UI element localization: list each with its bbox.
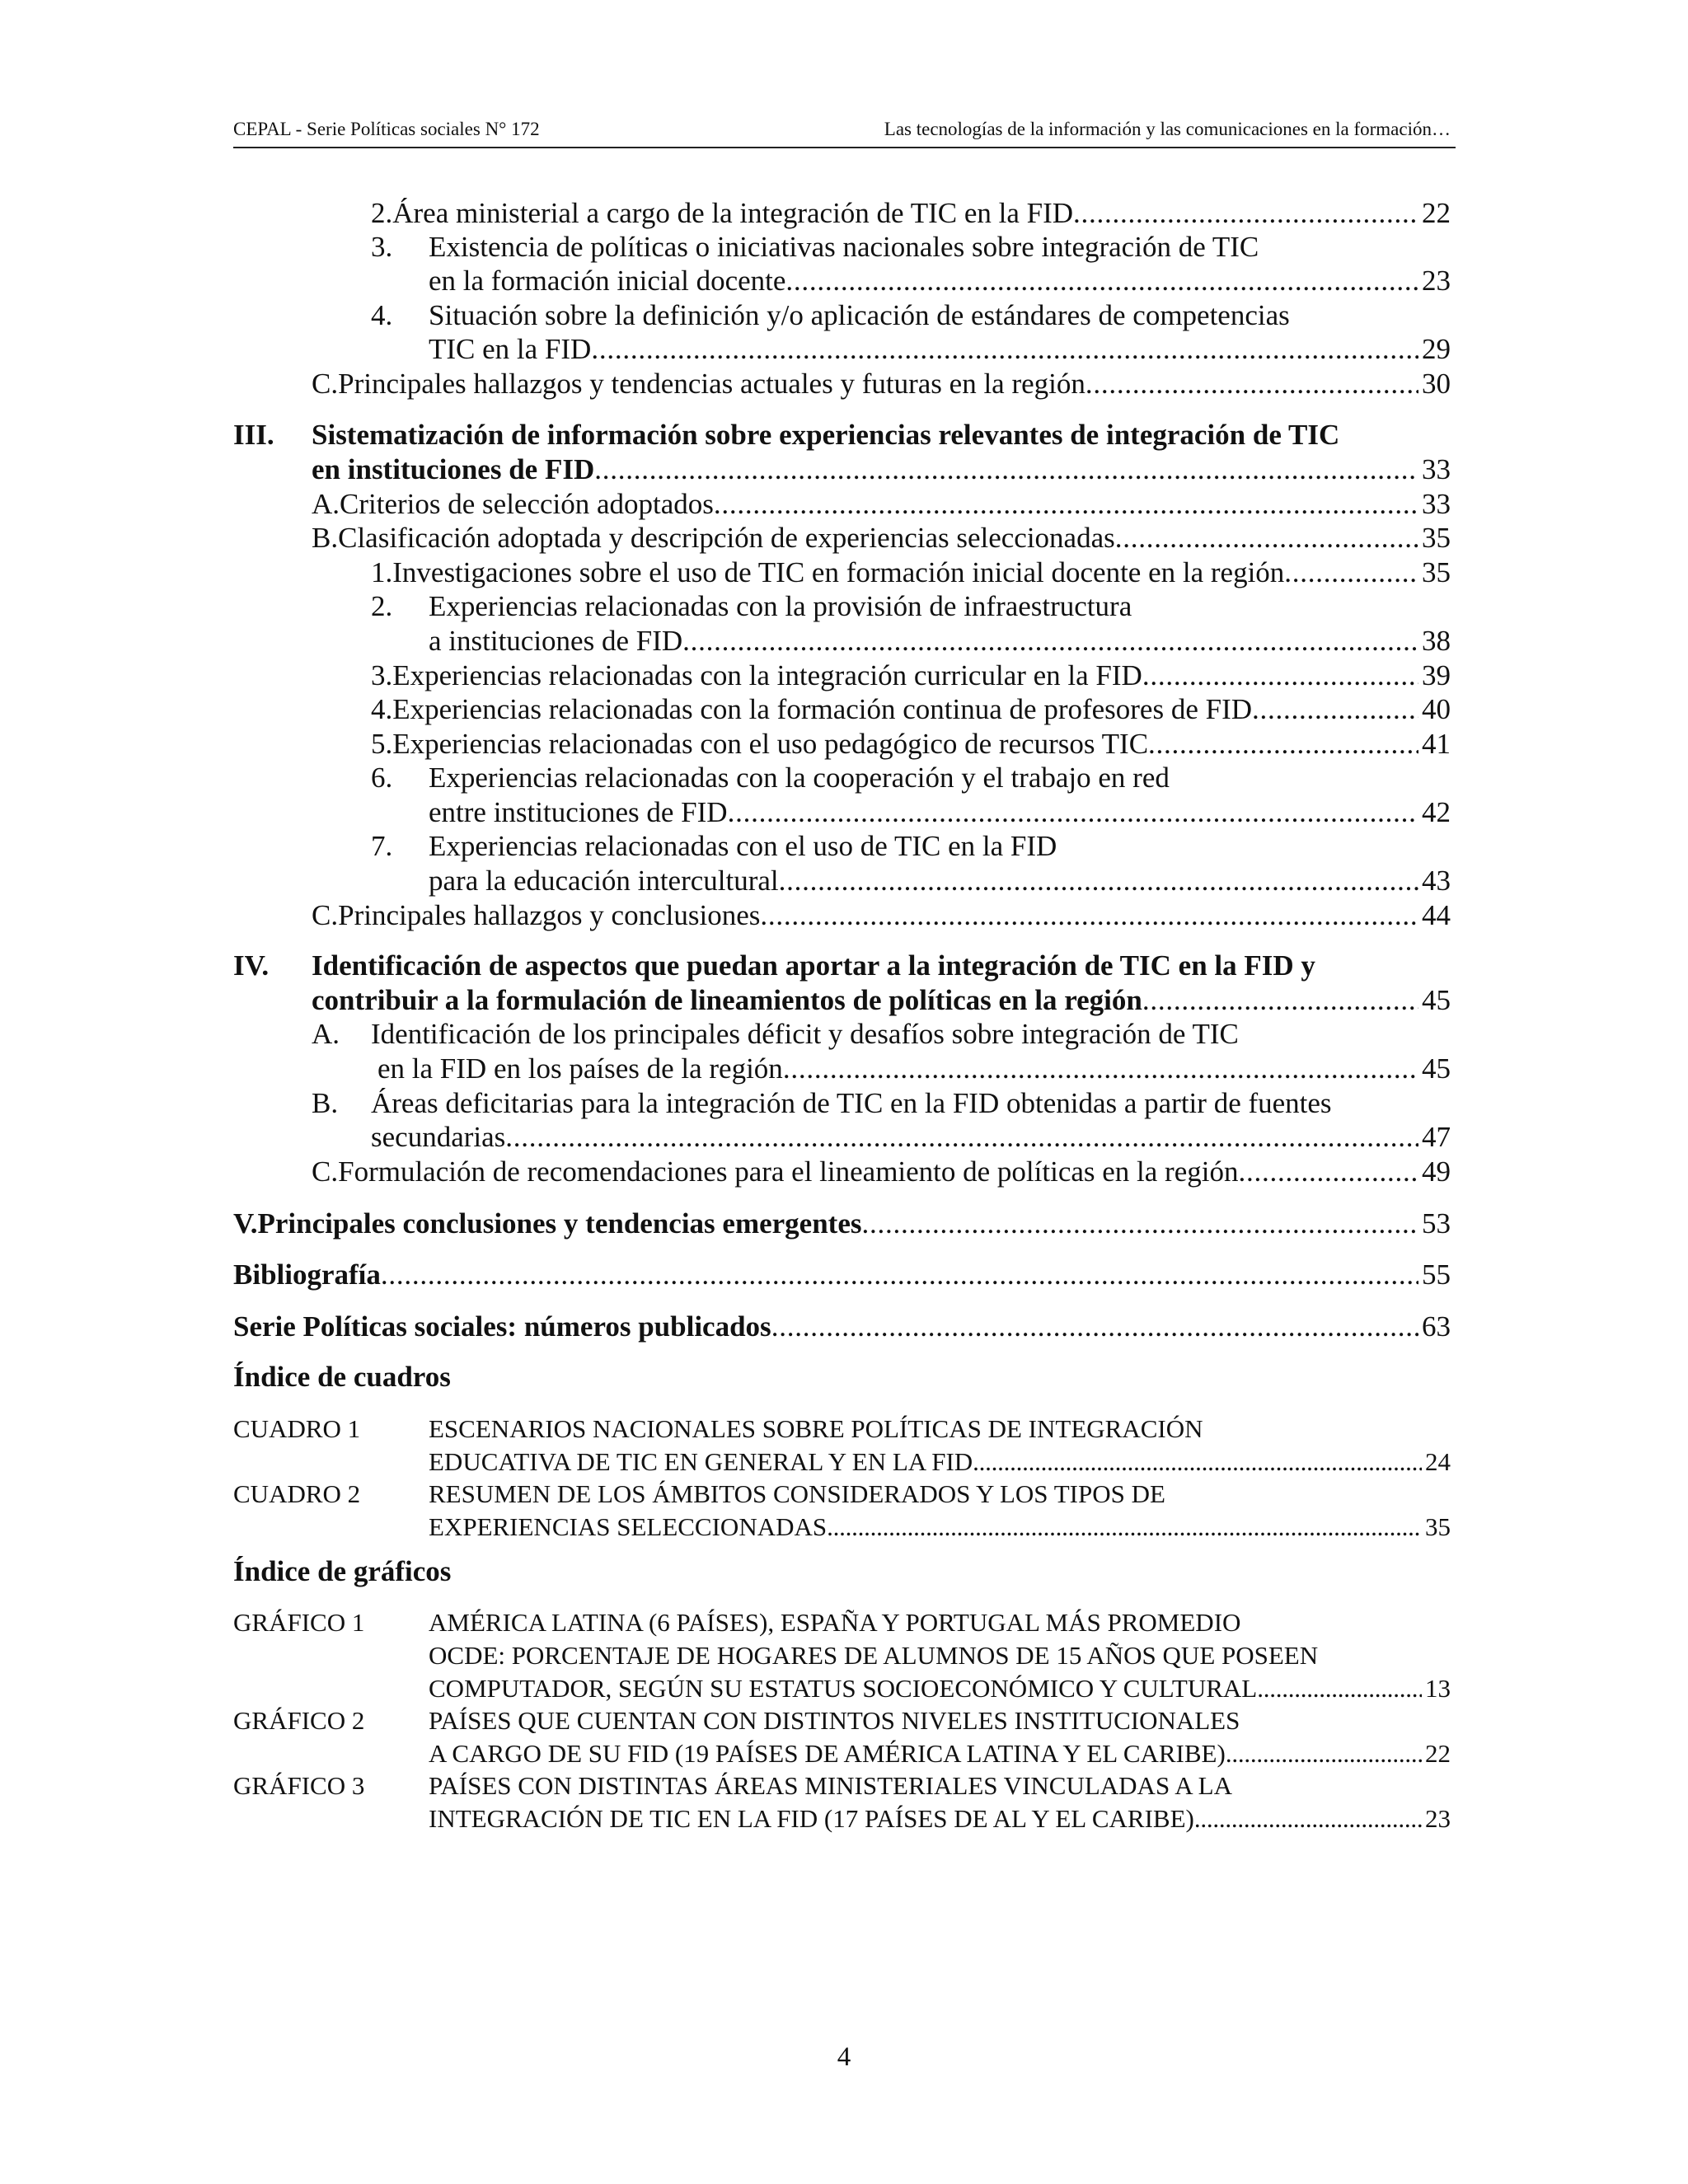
grafico-title-cont: COMPUTADOR, SEGÚN SU ESTATUS SOCIOECONÓMICO Y CULTURAL	[429, 1674, 1258, 1703]
toc-entry[interactable]	[371, 761, 1451, 795]
toc-dot-leader	[1257, 1671, 1422, 1706]
toc-entry-title-cont: para la educación intercultural	[429, 865, 779, 897]
index-heading-graficos	[233, 1554, 1451, 1589]
toc-entry-number: 7.	[371, 830, 393, 862]
grafico-title: PAÍSES QUE CUENTAN CON DISTINTOS NIVELES INSTITUCIONALES	[429, 1706, 1240, 1735]
grafico-title: AMÉRICA LATINA (6 PAÍSES), ESPAÑA Y PORTUGAL MÁS PROMEDIO	[429, 1608, 1241, 1637]
toc-entry-number: C.	[312, 368, 339, 400]
toc-entry-page: 44	[1422, 899, 1451, 931]
toc-entry[interactable]	[312, 367, 1451, 401]
toc-chapter-number: III.	[233, 419, 274, 451]
toc-entry-title: Experiencias relacionadas con la formación continua de profesores de FID	[392, 693, 1253, 725]
grafico-title-cont: INTEGRACIÓN DE TIC EN LA FID (17 PAÍSES DE AL Y EL CARIBE)	[429, 1804, 1194, 1833]
grafico-title-cont: OCDE: PORCENTAJE DE HOGARES DE ALUMNOS DE 15 AÑOS QUE POSEEN	[429, 1641, 1319, 1670]
cuadro-entry-continuation[interactable]	[429, 1510, 1451, 1544]
toc-entry[interactable]	[312, 1155, 1451, 1189]
toc-dot-leader	[783, 1052, 1418, 1086]
toc-dot-leader	[505, 1120, 1418, 1155]
toc-entry-title: Experiencias relacionadas con el uso de TIC en la FID	[429, 830, 1057, 862]
cuadro-entry[interactable]	[233, 1412, 1451, 1446]
toc-entry-page: 43	[1422, 865, 1451, 897]
toc-entry-page: 41	[1422, 728, 1451, 760]
toc-entry-continuation[interactable]	[371, 1120, 1451, 1155]
toc-entry-title: Áreas deficitarias para la integración de TIC en la FID obtenidas a partir de fuentes	[371, 1087, 1332, 1119]
toc-chapter[interactable]	[233, 1310, 1451, 1344]
toc-dot-leader	[728, 795, 1418, 830]
toc-entry-title-cont: en la FID en los países de la región	[377, 1052, 783, 1085]
toc-entry-title-cont: TIC en la FID	[429, 333, 592, 365]
toc-entry-page: 35	[1422, 522, 1451, 554]
toc-dot-leader	[714, 487, 1418, 522]
toc-entry-title: Formulación de recomendaciones para el lineamiento de políticas en la región	[338, 1155, 1239, 1188]
toc-entry-number: 4.	[371, 299, 393, 331]
toc-dot-leader	[591, 332, 1418, 367]
toc-entry-number: 2.	[371, 590, 393, 622]
toc-entry[interactable]	[371, 727, 1451, 762]
toc-entry-title: Clasificación adoptada y descripción de experiencias seleccionadas	[338, 522, 1115, 554]
toc-entry-page: 42	[1422, 796, 1451, 828]
toc-entry-page: 30	[1422, 368, 1451, 400]
toc-dot-leader	[861, 1207, 1418, 1241]
toc-entry-continuation[interactable]	[429, 332, 1451, 367]
toc-dot-leader	[827, 1510, 1422, 1544]
toc-dot-leader	[1226, 1736, 1422, 1771]
grafico-page: 22	[1425, 1739, 1451, 1768]
cuadro-page: 24	[1425, 1447, 1451, 1476]
toc-entry-number: B.	[312, 522, 339, 554]
toc-chapter-title-cont: en instituciones de FID	[312, 453, 595, 485]
grafico-entry-continuation[interactable]	[429, 1736, 1451, 1771]
toc-chapter-title: Sistematización de información sobre experiencias relevantes de integración de TIC	[312, 419, 1340, 451]
cuadro-title: ESCENARIOS NACIONALES SOBRE POLÍTICAS DE INTEGRACIÓN	[429, 1414, 1203, 1443]
toc-entry-title: Criterios de selección adoptados	[340, 488, 714, 520]
cuadro-title-cont: EDUCATIVA DE TIC EN GENERAL Y EN LA FID	[429, 1447, 973, 1476]
toc-entry[interactable]	[371, 230, 1451, 265]
index-heading-text: Índice de gráficos	[233, 1555, 452, 1587]
toc-entry-page: 47	[1422, 1121, 1451, 1153]
toc-dot-leader	[1252, 692, 1418, 727]
toc-entry[interactable]	[371, 829, 1451, 864]
toc-entry[interactable]	[312, 1086, 1451, 1121]
toc-entry[interactable]	[312, 898, 1451, 933]
toc-entry[interactable]	[371, 298, 1451, 333]
toc-entry-continuation[interactable]	[429, 624, 1451, 658]
toc-chapter-title: Identificación de aspectos que puedan aportar a la integración de TIC en la FID y	[312, 949, 1315, 982]
toc-entry-title-cont: en la formación inicial docente	[429, 265, 786, 297]
toc-chapter-number: V.	[233, 1207, 258, 1240]
toc-dot-leader	[1238, 1155, 1418, 1189]
toc-entry-title: Principales hallazgos y tendencias actuales y futuras en la región	[338, 368, 1085, 400]
grafico-page: 23	[1425, 1804, 1451, 1833]
toc-chapter[interactable]	[233, 1207, 1451, 1241]
toc-dot-leader	[785, 264, 1418, 298]
toc-entry-title: Existencia de políticas o iniciativas nacionales sobre integración de TIC	[429, 231, 1259, 263]
toc-chapter-title-cont: contribuir a la formulación de lineamientos de políticas en la región	[312, 984, 1142, 1016]
toc-entry-number: C.	[312, 1155, 339, 1188]
toc-entry-page: 33	[1422, 453, 1451, 485]
toc-entry[interactable]	[371, 658, 1451, 693]
grafico-title: PAÍSES CON DISTINTAS ÁREAS MINISTERIALES VINCULADAS A LA	[429, 1771, 1232, 1800]
toc-entry-title: Investigaciones sobre el uso de TIC en formación inicial docente en la región	[392, 556, 1285, 588]
toc-entry-page: 40	[1422, 693, 1451, 725]
header-title: Las tecnologías de la información y las comunicaciones en la formación…	[884, 119, 1451, 139]
toc-entry-page: 22	[1422, 197, 1451, 229]
toc-dot-leader	[1142, 658, 1418, 693]
toc-entry-continuation[interactable]	[429, 264, 1451, 298]
toc-dot-leader	[1194, 1802, 1422, 1836]
toc-chapter[interactable]	[233, 949, 1451, 983]
cuadro-entry-continuation[interactable]	[429, 1445, 1451, 1479]
toc-entry-number: 4.	[371, 693, 393, 725]
toc-entry[interactable]	[312, 521, 1451, 555]
grafico-page: 13	[1425, 1674, 1451, 1703]
toc-entry-number: 1.	[371, 556, 393, 588]
grafico-entry-continuation[interactable]	[429, 1671, 1451, 1706]
toc-entry-number: B.	[312, 1087, 339, 1119]
toc-entry[interactable]	[312, 1017, 1451, 1052]
toc-chapter-title: Serie Políticas sociales: números publicados	[233, 1310, 771, 1343]
cuadro-title-cont: EXPERIENCIAS SELECCIONADAS	[429, 1512, 828, 1541]
toc-entry-number: A.	[312, 1018, 340, 1050]
toc-entry-continuation[interactable]	[377, 1052, 1451, 1086]
grafico-entry-continuation[interactable]	[429, 1802, 1451, 1836]
toc-entry-page: 33	[1422, 488, 1451, 520]
toc-dot-leader	[1085, 367, 1418, 401]
toc-entry-number: C.	[312, 899, 339, 931]
toc-chapter[interactable]	[233, 418, 1451, 452]
toc-entry-number: 3.	[371, 231, 393, 263]
grafico-label: GRÁFICO 2	[233, 1706, 365, 1735]
toc-entry[interactable]	[371, 589, 1451, 624]
cuadro-title: RESUMEN DE LOS ÁMBITOS CONSIDERADOS Y LOS TIPOS DE	[429, 1479, 1165, 1508]
cuadro-page: 35	[1425, 1512, 1451, 1541]
toc-entry-page: 23	[1422, 265, 1451, 297]
toc-entry[interactable]	[371, 196, 1451, 231]
grafico-entry[interactable]	[233, 1769, 1451, 1803]
toc-entry-title: Experiencias relacionadas con la provisión de infraestructura	[429, 590, 1132, 622]
index-heading-cuadros	[233, 1360, 1451, 1394]
toc-entry-title: Identificación de los principales déficit y desafíos sobre integración de TIC	[371, 1018, 1239, 1050]
grafico-entry[interactable]	[233, 1704, 1451, 1738]
toc-entry-page: 45	[1422, 1052, 1451, 1085]
toc-entry-title: Experiencias relacionadas con la integración curricular en la FID	[392, 659, 1142, 691]
toc-chapter-continuation[interactable]	[312, 452, 1451, 487]
toc-dot-leader	[682, 624, 1418, 658]
toc-entry-number: 5.	[371, 728, 393, 760]
grafico-entry[interactable]	[233, 1605, 1451, 1640]
toc-entry-title: Situación sobre la definición y/o aplicación de estándares de competencias	[429, 299, 1290, 331]
toc-entry-continuation[interactable]	[429, 864, 1451, 898]
toc-entry-page: 38	[1422, 625, 1451, 657]
toc-entry-title: Experiencias relacionadas con el uso pedagógico de recursos TIC	[392, 728, 1149, 760]
toc-entry-page: 53	[1422, 1207, 1451, 1240]
cuadro-entry[interactable]	[233, 1477, 1451, 1511]
grafico-entry-continuation[interactable]	[429, 1638, 1451, 1673]
toc-entry-page: 55	[1422, 1258, 1451, 1291]
index-heading-text: Índice de cuadros	[233, 1361, 451, 1393]
toc-entry-page: 39	[1422, 659, 1451, 691]
grafico-title-cont: A CARGO DE SU FID (19 PAÍSES DE AMÉRICA LATINA Y EL CARIBE)	[429, 1739, 1226, 1768]
toc-dot-leader	[381, 1258, 1418, 1292]
toc-entry[interactable]	[371, 692, 1451, 727]
toc-entry-title-cont: secundarias	[371, 1121, 506, 1153]
toc-entry-number: 6.	[371, 762, 393, 794]
toc-entry-title-cont: entre instituciones de FID	[429, 796, 728, 828]
toc-chapter-title: Principales conclusiones y tendencias emergentes	[257, 1207, 862, 1240]
toc-dot-leader	[594, 452, 1418, 487]
toc-dot-leader	[771, 1310, 1418, 1344]
toc-chapter[interactable]	[233, 1258, 1451, 1292]
toc-entry-continuation[interactable]	[429, 795, 1451, 830]
toc-dot-leader	[1142, 983, 1418, 1018]
toc-entry-number: 2.	[371, 197, 393, 229]
toc-dot-leader	[1115, 521, 1418, 555]
toc-dot-leader	[1073, 196, 1418, 231]
toc-entry-page: 35	[1422, 556, 1451, 588]
toc-entry-title-cont: a instituciones de FID	[429, 625, 683, 657]
toc-entry[interactable]	[312, 487, 1451, 522]
toc-entry-title: Principales hallazgos y conclusiones	[338, 899, 761, 931]
toc-chapter-title: Bibliografía	[233, 1258, 381, 1291]
toc-dot-leader	[1148, 727, 1418, 762]
toc-chapter-continuation[interactable]	[312, 983, 1451, 1018]
toc-entry-title: Experiencias relacionadas con la cooperación y el trabajo en red	[429, 762, 1170, 794]
toc-entry-page: 49	[1422, 1155, 1451, 1188]
toc-dot-leader	[973, 1445, 1422, 1479]
toc-dot-leader	[1284, 555, 1418, 590]
toc-chapter-number: IV.	[233, 949, 270, 982]
toc-entry-title: Área ministerial a cargo de la integración de TIC en la FID	[392, 197, 1074, 229]
header-series: CEPAL - Serie Políticas sociales N° 172	[233, 119, 540, 139]
toc-entry-number: A.	[312, 488, 340, 520]
toc-entry-number: 3.	[371, 659, 393, 691]
page-number: 4	[837, 2042, 851, 2072]
cuadro-label: CUADRO 1	[233, 1414, 361, 1443]
toc-entry[interactable]	[371, 555, 1451, 590]
toc-entry-page: 29	[1422, 333, 1451, 365]
toc-entry-page: 45	[1422, 984, 1451, 1016]
grafico-label: GRÁFICO 1	[233, 1608, 365, 1637]
cuadro-label: CUADRO 2	[233, 1479, 361, 1508]
toc-dot-leader	[779, 864, 1418, 898]
toc-dot-leader	[760, 898, 1418, 933]
toc-entry-page: 63	[1422, 1310, 1451, 1343]
grafico-label: GRÁFICO 3	[233, 1771, 365, 1800]
